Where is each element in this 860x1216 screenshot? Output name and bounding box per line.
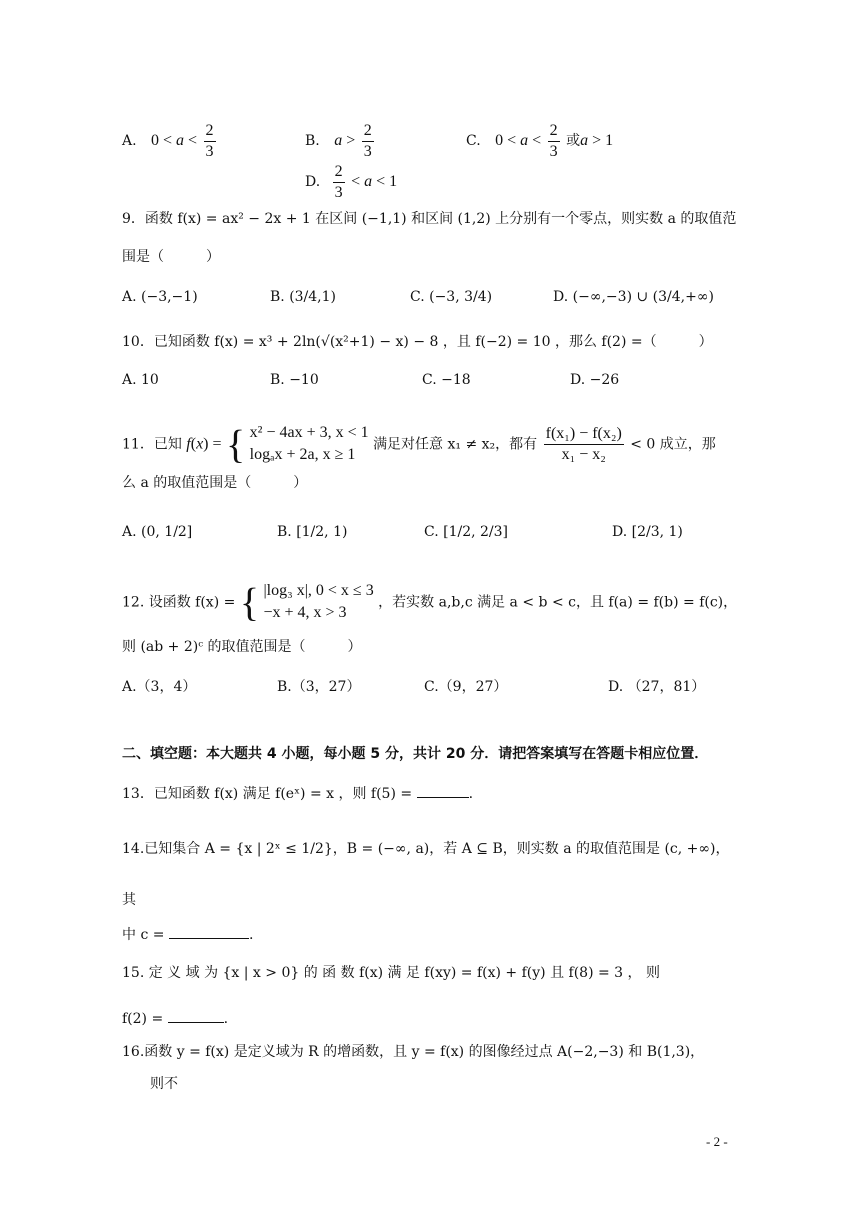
q12-option-b: B.（3，27） — [277, 679, 361, 695]
q15-stem: 15. 定 义 域 为 {x | x > 0} 的 函 数 f(x) 满 足 f(xy) = f(x) + f(y) 且 f(8) = 3 ， 则 — [122, 965, 660, 981]
q10-option-b: B. −10 — [270, 372, 319, 388]
q10-option-a: A. 10 — [122, 372, 159, 388]
q15-line2-prefix: f(2) = — [122, 1011, 164, 1027]
q11-frac-den: x₁ − x₂ — [561, 445, 606, 463]
q14-line3-prefix: 中 c = — [122, 927, 165, 943]
q12-end: ，若实数 a,b,c 满足 a < b < c，且 f(a) = f(b) = f(c)， — [378, 594, 738, 611]
q10-stem: 10．已知函数 f(x) = x³ + 2ln(√(x²+1) − x) − 8 ，且 f(−2) = 10 ，那么 f(2) =（ ） — [122, 334, 713, 350]
q8-option-b: B. a > $\frac{2}{3}$ — [305, 122, 372, 160]
q12-prefix: 12. 设函数 f(x) = — [122, 594, 236, 611]
q11-prefix: 11．已知 — [122, 436, 182, 453]
q8-option-c-label: C. — [466, 133, 481, 150]
q11-option-a: A. (0, 1/2] — [122, 524, 193, 540]
q13-stem — [122, 787, 473, 801]
q9-option-c: C. (−3, 3/4) — [410, 289, 493, 305]
q8-option-d-label: D. — [305, 174, 321, 191]
q16-stem: 16.函数 y = f(x) 是定义域为 R 的增函数，且 y = f(x) 的图像经过点 A(−2,−3) 和 B(1,3)， — [122, 1044, 705, 1060]
q15-answer-blank[interactable] — [168, 1022, 224, 1023]
q11-end: < 0 成立，那 — [630, 436, 716, 453]
q9-option-d: D. (−∞,−3) ∪ (3/4,+∞) — [553, 289, 714, 305]
q13-text: 13．已知函数 f(x) 满足 f(eˣ) = x ，则 f(5) = — [122, 786, 413, 802]
q8-option-d: D. $\frac{2}{3}$ < a < 1 — [305, 163, 398, 201]
q11-option-b: B. [1/2, 1) — [277, 524, 348, 540]
q11-frac-num: f(x₁) − f(x₂) — [544, 425, 624, 445]
q9-stem: 9．函数 f(x) = ax² − 2x + 1 在区间 (−1,1) 和区间 (1,2) 上分别有一个零点，则实数 a 的取值范 — [122, 211, 737, 227]
q14-stem-line2: 其 — [122, 892, 136, 908]
section-heading: 二、填空题：本大题共 4 小题，每小题 5 分，共计 20 分．请把答案填写在答题卡相应位置． — [122, 746, 709, 762]
q12-option-a: A.（3，4） — [122, 679, 197, 695]
q8-option-a: A. 0 < a < $\frac{2}{3}$ — [122, 122, 214, 160]
q8-option-b-label: B. — [305, 133, 320, 150]
q11-stem: 11．已知 f(x) = { x² − 4ax + 3, x < 1 logₐx + 2a, x ≥ 1 满足对任意 x₁ ≠ x₂，都有 $\frac{\text{f(x₁) − f(x₂)}}{\text{x₁ − x₂}}$ < 0 成立，那 — [122, 421, 716, 467]
q12-case1: |log₃ x|, 0 < x ≤ 3 — [263, 582, 374, 599]
q12-stem: 12. 设函数 f(x) = { |log₃ x|, 0 < x ≤ 3 −x + 4, x > 3 ，若实数 a,b,c 满足 a < b < c，且 f(a) = f(b) = f(c)， — [122, 579, 738, 625]
q15-end: . — [223, 1011, 229, 1027]
q13-answer-blank[interactable] — [417, 797, 469, 798]
q11-option-d: D. [2/3, 1) — [612, 524, 683, 540]
q16-stem-line2: 则不 — [150, 1076, 178, 1092]
q15-stem-line2 — [122, 1012, 228, 1026]
q14-answer-blank[interactable] — [169, 938, 249, 939]
q9-stem-line2: 围是（ ） — [122, 249, 220, 265]
q9-option-a: A. (−3,−1) — [122, 289, 198, 305]
q14-end: . — [248, 927, 254, 943]
q12-option-d: D. （27，81） — [608, 679, 706, 695]
q10-option-c: C. −18 — [422, 372, 471, 388]
q14-stem: 14.已知集合 A = {x | 2ˣ ≤ 1/2}，B = (−∞, a)，若 A ⊆ B，则实数 a 的取值范围是 (c, +∞)， — [122, 841, 730, 857]
q8-option-a-label: A. — [122, 133, 137, 150]
page-number: - 2 - — [706, 1134, 728, 1149]
q11-case1: x² − 4ax + 3, x < 1 — [249, 424, 369, 441]
q12-stem-line2: 则 (ab + 2)ᶜ 的取值范围是（ ） — [122, 639, 362, 655]
q12-option-c: C.（9，27） — [424, 679, 508, 695]
q11-stem-line2: 么 a 的取值范围是（ ） — [122, 475, 308, 491]
q9-option-b: B. (3/4,1) — [270, 289, 337, 305]
q11-option-c: C. [1/2, 2/3] — [424, 524, 508, 540]
q8-option-c: C. 0 < a < $\frac{2}{3}$ 或a > 1 — [466, 122, 614, 160]
q11-case2: logₐx + 2a, x ≥ 1 — [249, 446, 356, 464]
q14-stem-line3 — [122, 928, 253, 942]
q11-mid: 满足对任意 x₁ ≠ x₂，都有 — [373, 436, 538, 453]
q12-case2: −x + 4, x > 3 — [263, 604, 347, 622]
q13-end: . — [468, 786, 474, 802]
q10-option-d: D. −26 — [570, 372, 620, 388]
